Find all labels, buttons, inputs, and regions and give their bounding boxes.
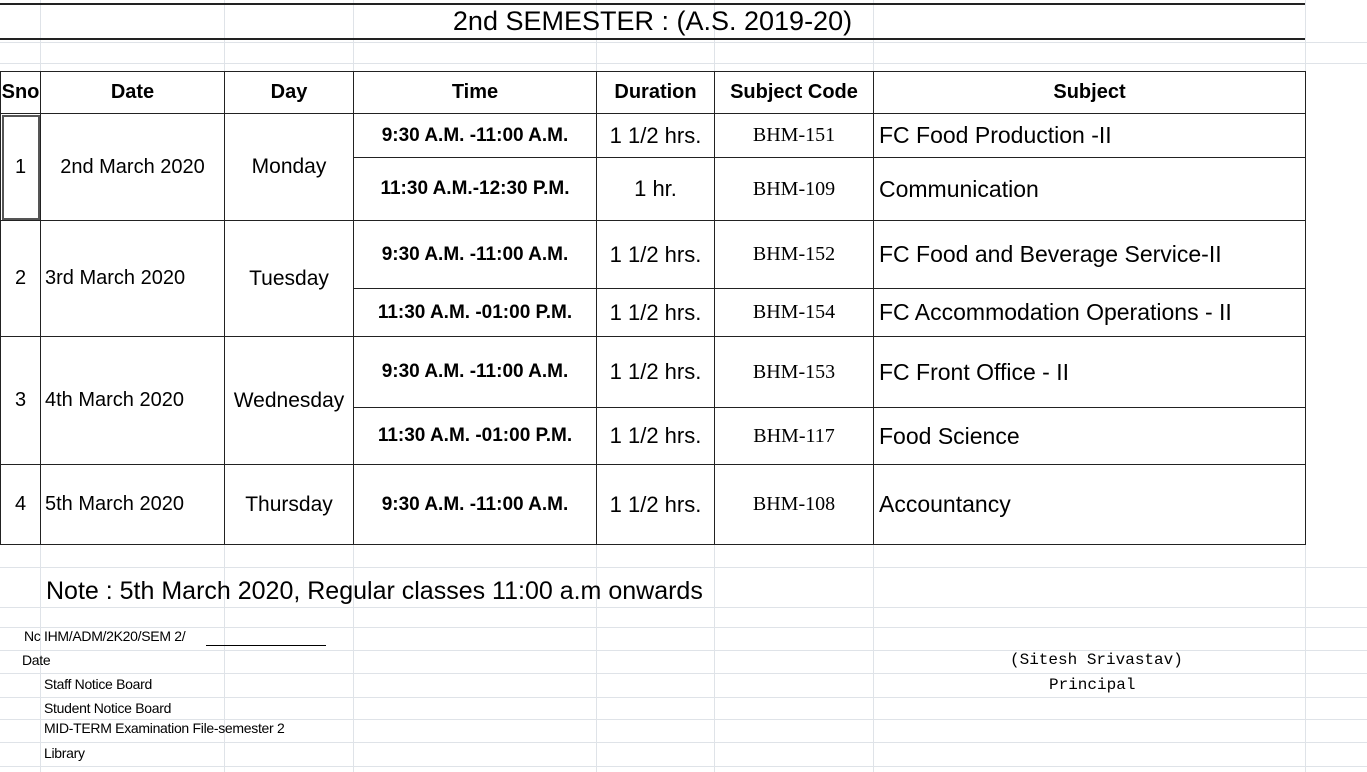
time-cell: 11:30 A.M. -01:00 P.M. xyxy=(354,408,597,465)
time-cell: 9:30 A.M. -11:00 A.M. xyxy=(354,465,597,545)
duration-cell: 1 1/2 hrs. xyxy=(597,408,715,465)
table-row xyxy=(1,465,1306,545)
date-cell: 2nd March 2020 xyxy=(41,114,225,221)
ref-number-label: Nc xyxy=(24,628,41,644)
header-date: Date xyxy=(41,72,225,114)
exam-schedule-table xyxy=(0,71,1306,545)
subject-cell: FC Front Office - II xyxy=(874,337,1306,408)
signatory-title: Principal xyxy=(1049,676,1136,694)
schedule-note: Note : 5th March 2020, Regular classes 11:00 a.m onwards xyxy=(46,577,703,605)
subject-code-cell: BHM-117 xyxy=(715,408,874,465)
subject-code-cell: BHM-154 xyxy=(715,289,874,337)
date-cell: 5th March 2020 xyxy=(41,465,225,545)
signatory-name: (Sitesh Srivastav) xyxy=(1010,651,1183,669)
time-cell: 11:30 A.M. -01:00 P.M. xyxy=(354,289,597,337)
day-cell: Wednesday xyxy=(225,337,354,465)
distribution-item: Student Notice Board xyxy=(44,700,172,716)
ref-number: IHM/ADM/2K20/SEM 2/ xyxy=(44,628,186,644)
subject-code-cell: BHM-152 xyxy=(715,221,874,289)
duration-cell: 1 1/2 hrs. xyxy=(597,289,715,337)
date-cell: 4th March 2020 xyxy=(41,337,225,465)
title-top-rule xyxy=(0,3,1305,5)
time-cell: 11:30 A.M.-12:30 P.M. xyxy=(354,158,597,221)
sno-cell: 3 xyxy=(1,337,41,465)
time-cell: 9:30 A.M. -11:00 A.M. xyxy=(354,337,597,408)
subject-code-cell: BHM-151 xyxy=(715,114,874,158)
distribution-item: Library xyxy=(44,745,85,761)
distribution-item: MID-TERM Examination File-semester 2 xyxy=(44,720,285,736)
header-day: Day xyxy=(225,72,354,114)
day-cell: Monday xyxy=(225,114,354,221)
header-row xyxy=(1,72,1306,114)
date-label: Date xyxy=(22,652,51,668)
duration-cell: 1 hr. xyxy=(597,158,715,221)
duration-cell: 1 1/2 hrs. xyxy=(597,221,715,289)
header-subject: Subject xyxy=(874,72,1306,114)
sno-cell: 4 xyxy=(1,465,41,545)
subject-cell: Food Science xyxy=(874,408,1306,465)
sno-cell: 2 xyxy=(1,221,41,337)
subject-cell: Accountancy xyxy=(874,465,1306,545)
time-cell: 9:30 A.M. -11:00 A.M. xyxy=(354,114,597,158)
subject-cell: FC Food and Beverage Service-II xyxy=(874,221,1306,289)
duration-cell: 1 1/2 hrs. xyxy=(597,337,715,408)
table-row xyxy=(1,114,1306,158)
subject-code-cell: BHM-153 xyxy=(715,337,874,408)
subject-code-cell: BHM-109 xyxy=(715,158,874,221)
subject-code-cell: BHM-108 xyxy=(715,465,874,545)
table-row xyxy=(1,221,1306,289)
subject-cell: FC Food Production -II xyxy=(874,114,1306,158)
sno-cell: 1 xyxy=(1,114,41,221)
subject-cell: Communication xyxy=(874,158,1306,221)
duration-cell: 1 1/2 hrs. xyxy=(597,114,715,158)
header-sno: Sno xyxy=(1,72,41,114)
day-cell: Tuesday xyxy=(225,221,354,337)
date-cell: 3rd March 2020 xyxy=(41,221,225,337)
title-bottom-rule xyxy=(0,38,1305,40)
day-cell: Thursday xyxy=(225,465,354,545)
header-time: Time xyxy=(354,72,597,114)
header-duration: Duration xyxy=(597,72,715,114)
duration-cell: 1 1/2 hrs. xyxy=(597,465,715,545)
page-title: 2nd SEMESTER : (A.S. 2019-20) xyxy=(452,6,853,36)
subject-cell: FC Accommodation Operations - II xyxy=(874,289,1306,337)
header-subject-code: Subject Code xyxy=(715,72,874,114)
ref-underline xyxy=(206,645,326,646)
table-row xyxy=(1,337,1306,408)
time-cell: 9:30 A.M. -11:00 A.M. xyxy=(354,221,597,289)
distribution-item: Staff Notice Board xyxy=(44,676,152,692)
